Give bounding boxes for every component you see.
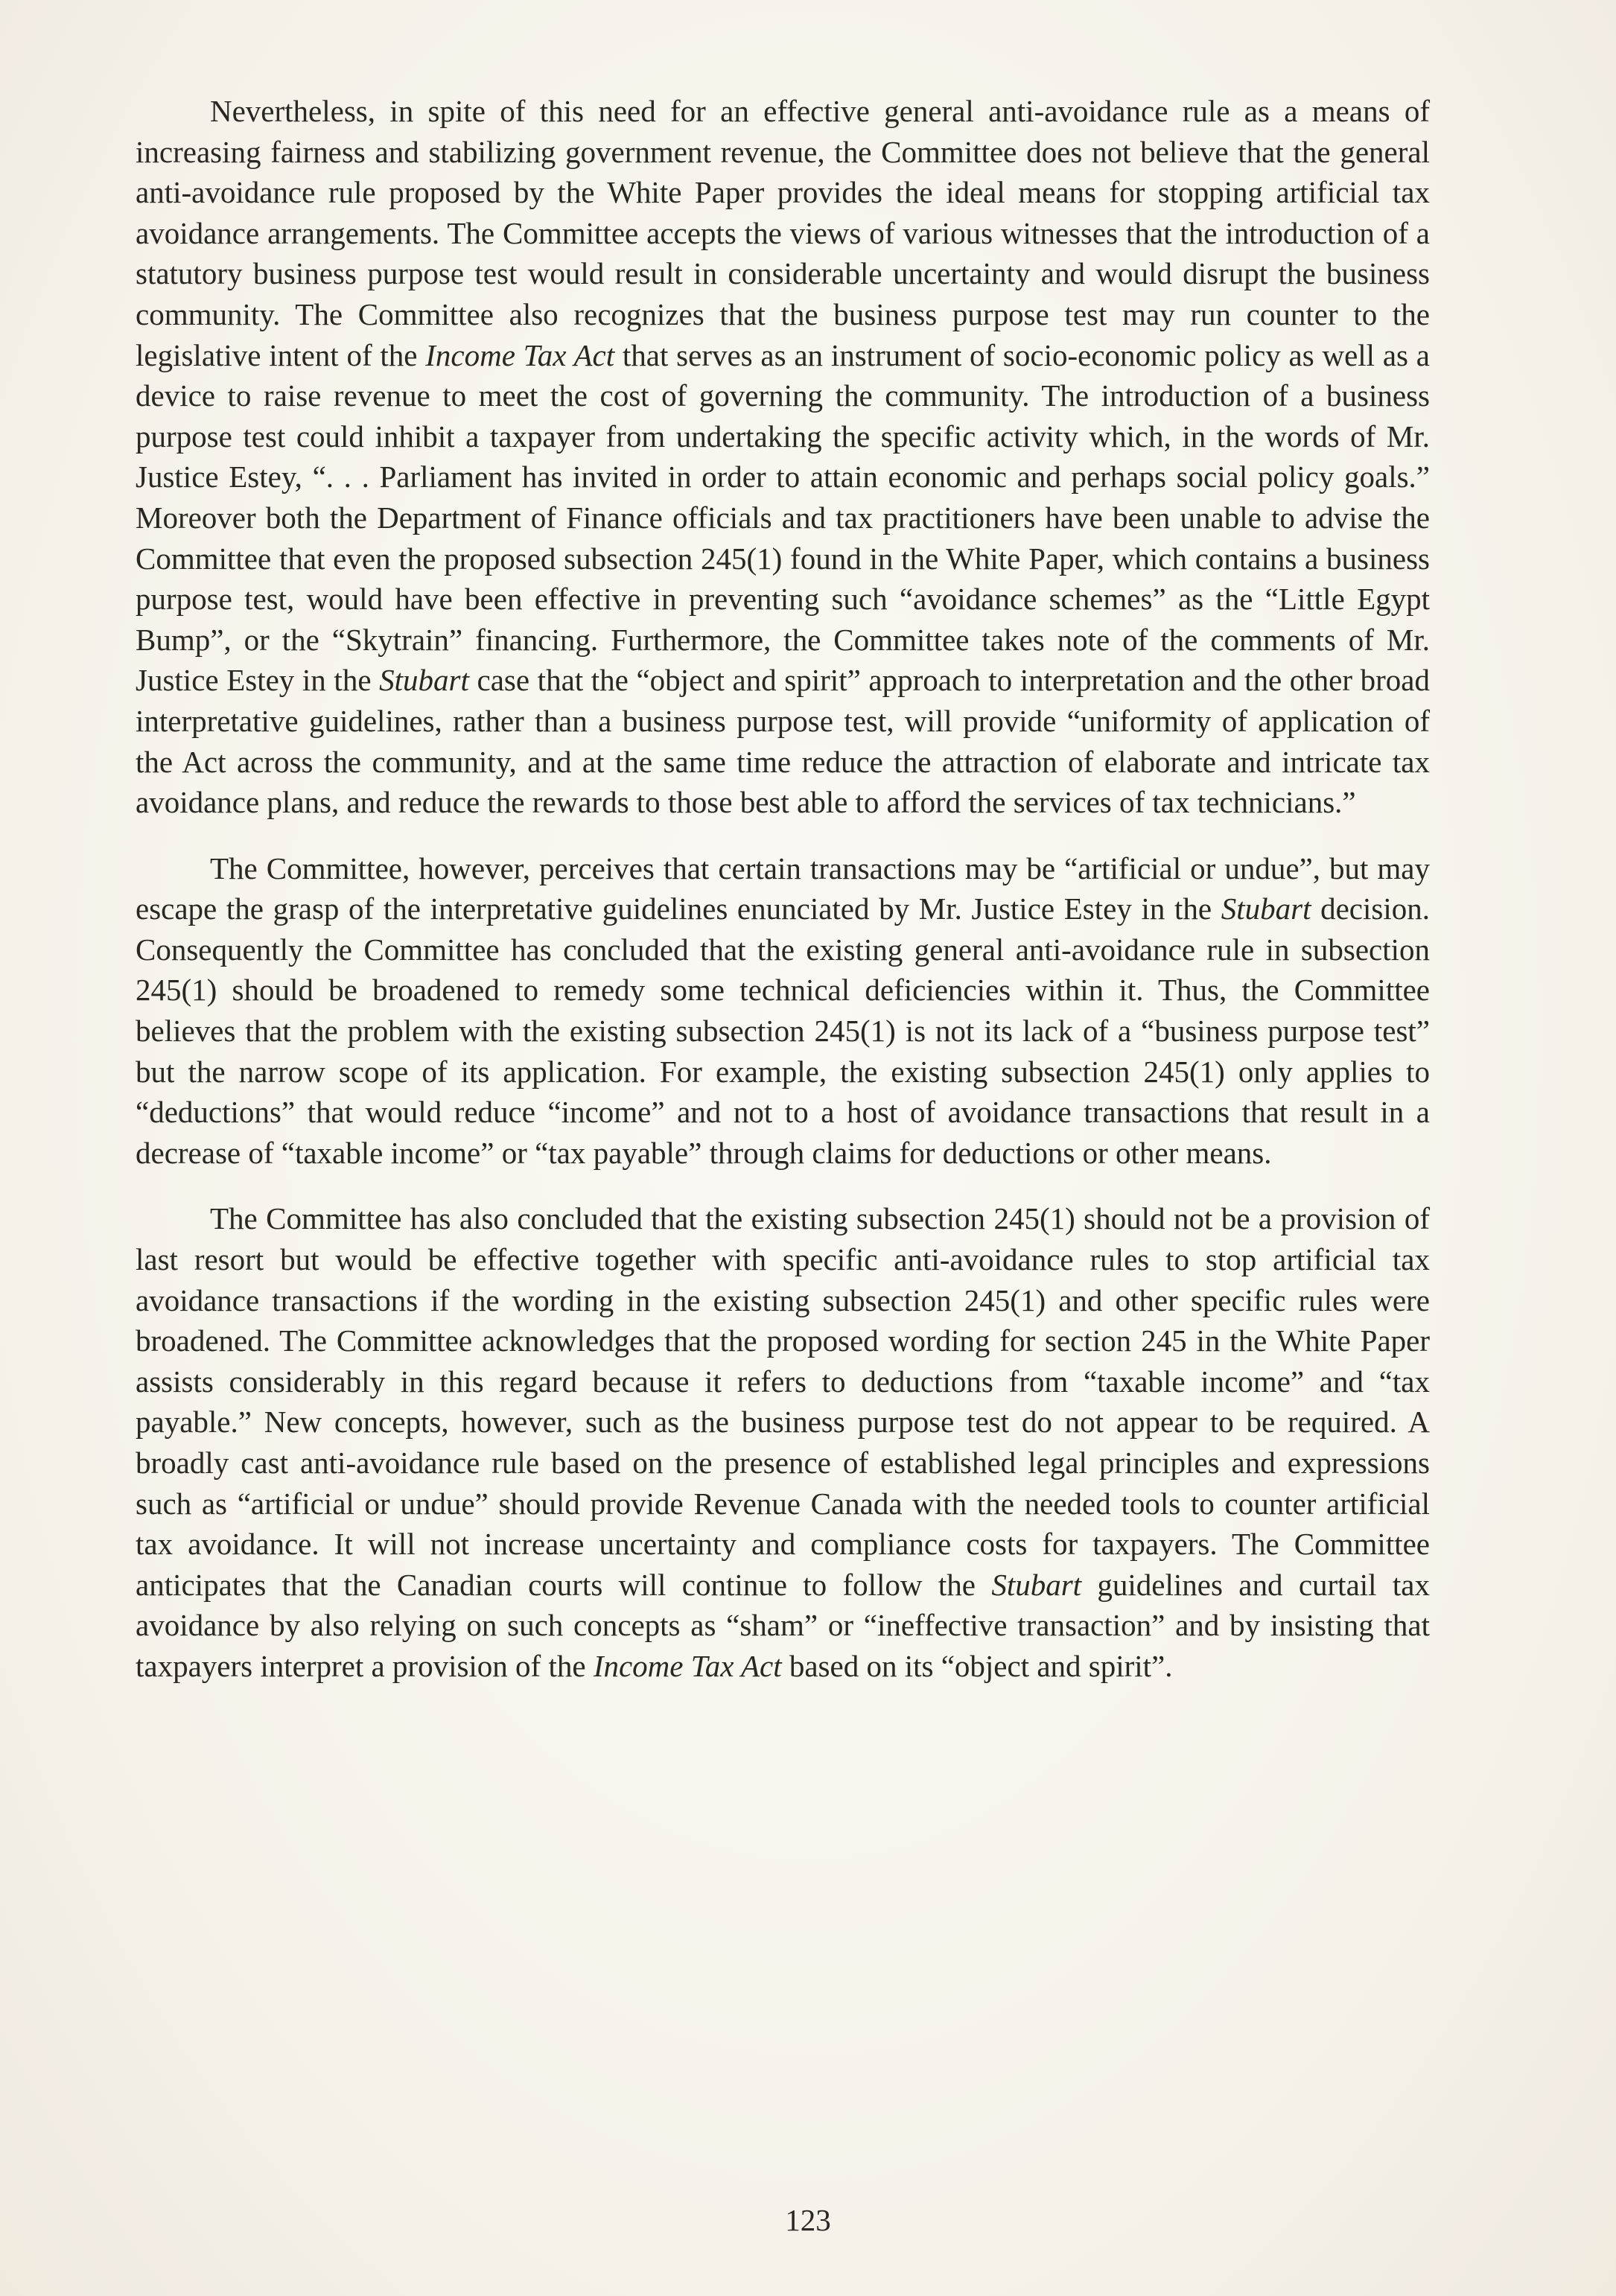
paragraph-3-text-2: guidelines and curtail tax avoidance by also relying on such concepts as “sham” or “ineffective transaction” and by insisting that taxpayers interpret a provision of the [136, 1567, 1430, 1683]
paragraph-3-text-1: The Committee has also concluded that the existing subsection 245(1) should not be a provision of last resort but would be effective together with specific anti-avoidance rules to stop artificial tax avoidance transactions if the wording in the existing subsection 245(1) and other specific rules were broadened. The Committee acknowledges that the proposed wording for section 245 in the White Paper assists considerably in this regard because it refers to deductions from “taxable income” and “tax payable.” New concepts, however, such as the business purpose test do not appear to be required. A broadly cast anti-avoidance rule based on the presence of established legal principles and expressions such as “artificial or undue” should provide Revenue Canada with the needed tools to counter artificial tax avoidance. It will not increase uncertainty and compliance costs for taxpayers. The Committee anticipates that the Canadian courts will continue to follow the [136, 1201, 1430, 1602]
paragraph-1 [136, 91, 1430, 823]
paragraph-2-text-2: decision. Consequently the Committee has concluded that the existing general anti-avoidance rule in subsection 245(1) should be broadened to remedy some technical deficiencies within it. Thus, the Committee believes that the problem with the existing subsection 245(1) is not its lack of a “business purpose test” but the narrow scope of its application. For example, the existing subsection 245(1) only applies to “deductions” that would reduce “income” and not to a host of avoidance transactions that result in a decrease of “taxable income” or “tax payable” through claims for deductions or other means. [136, 891, 1430, 1170]
paragraph-2 [136, 848, 1430, 1174]
paragraph-3-italic-income-tax-act: Income Tax Act [593, 1648, 782, 1683]
paragraph-3-text-3: based on its “object and spirit”. [781, 1648, 1173, 1683]
paragraph-2-text-1: The Committee, however, perceives that certain transactions may be “artificial or undue”, but may escape the grasp of the interpretative guidelines enunciated by Mr. Justice Estey in the [136, 850, 1430, 926]
paragraph-1-text-2: that serves as an instrument of socio-economic policy as well as a device to raise revenue to meet the cost of governing the community. The introduction of a business purpose test could inhibit a taxpayer from undertaking the specific activity which, in the words of Mr. Justice Estey, “. . . Parliament has invited in order to attain economic and perhaps social policy goals.” Moreover both the Department of Finance officials and tax practitioners have been unable to advise the Committee that even the proposed subsection 245(1) found in the White Paper, which contains a business purpose test, would have been effective in preventing such “avoidance schemes” as the “Little Egypt Bump”, or the “Skytrain” financing. Furthermore, the Committee takes note of the comments of Mr. Justice Estey in the [136, 337, 1430, 698]
body-text [136, 91, 1430, 1687]
paragraph-3 [136, 1198, 1430, 1686]
paragraph-1-italic-stubart: Stubart [379, 663, 469, 698]
paragraph-1-text-3: case that the “object and spirit” approach to interpretation and the other broad interpretative guidelines, rather than a business purpose test, will provide “uniformity of application of the Act across the community, and at the same time reduce the attraction of elaborate and intricate tax avoidance plans, and reduce the rewards to those best able to afford the services of tax technicians.” [136, 663, 1430, 820]
paragraph-1-text-1: Nevertheless, in spite of this need for an effective general anti-avoidance rule as a means of increasing fairness and stabilizing government revenue, the Committee does not believe that the general anti-avoidance rule proposed by the White Paper provides the ideal means for stopping artificial tax avoidance arrangements. The Committee accepts the views of various witnesses that the introduction of a statutory business purpose test would result in considerable uncertainty and would disrupt the business community. The Committee also recognizes that the business purpose test may run counter to the legislative intent of the [136, 94, 1430, 372]
paragraph-2-italic-stubart: Stubart [1221, 891, 1311, 926]
paragraph-1-italic-income-tax-act: Income Tax Act [425, 337, 615, 372]
paragraph-3-italic-stubart: Stubart [991, 1567, 1082, 1602]
page-number: 123 [785, 2203, 831, 2237]
